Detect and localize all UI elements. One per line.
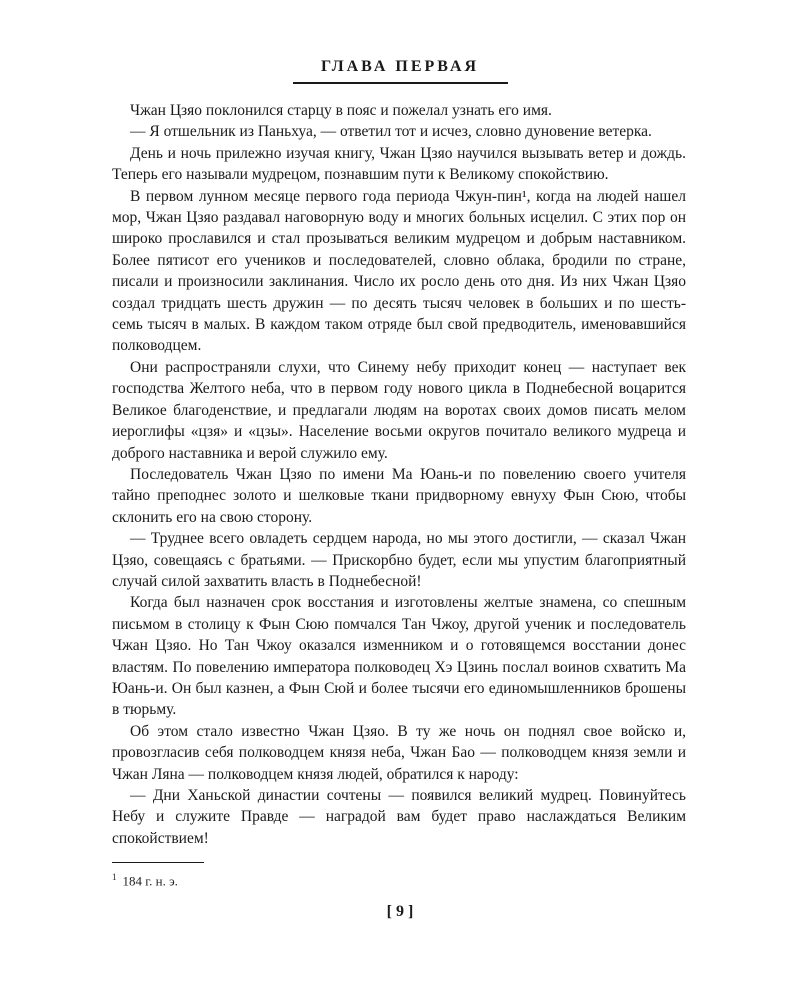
paragraph: — Дни Ханьской династии сочтены — появился великий мудрец. Повинуйтесь Небу и служите Правде — наградой вам будет право наслаждаться Великим спокойствием! <box>112 787 686 847</box>
paragraph: Они распространяли слухи, что Синему небу приходит конец — наступает век господства Желтого неба, что в первом году нового цикла в Поднебесной воцарится Великое благоденствие, и предлагали людям на воротах своих домов писать мелом иероглифы «цзя» и «цзы». Население восьми округов почитало великого мудреца и доброго наставника и верой служило ему. <box>112 358 686 462</box>
chapter-title: ГЛАВА ПЕРВАЯ <box>320 58 480 75</box>
paragraph: Чжан Цзяо поклонился старцу в пояс и пожелал узнать его имя. <box>130 102 552 119</box>
footnote-text: 184 г. н. э. <box>122 873 178 889</box>
paragraph: День и ночь прилежно изучая книгу, Чжан Цзяо научился вызывать ветер и дождь. Теперь его называли мудрецом, познавшим пути к Великому спокойствию. <box>112 144 686 184</box>
paragraph: Когда был назначен срок восстания и изготовлены желтые знамена, со спешным письмом в столицу к Фын Сюю помчался Тан Чжоу, другой ученик и последователь Чжан Цзяо. Но Тан Чжоу оказался изменником и о готовящемся восстании донес властям. По повелению императора полководец Хэ Цзинь послал воинов схватить Ма Юань-и. Он был казнен, а Фын Сюй и более тысячи его единомышленников брошены в тюрьму. <box>112 594 686 719</box>
header-divider <box>293 82 508 84</box>
page-number: [ 9 ] <box>386 903 414 920</box>
footnote <box>112 872 178 889</box>
paragraph: В первом лунном месяце первого года периода Чжун-пин¹, когда на людей нашел мор, Чжан Цзяо раздавал наговорную воду и многих больных исцелил. С этих пор он широко прославился и стал прозываться великим мудрецом и добрым наставником. Более пятисот его учеников и последователей, словно облака, бродили по стране, писали и произносили заклинания. Число их росло день ото дня. Из них Чжан Цзяо создал тридцать шесть дружин — по десять тысяч человек в больших и по шесть-семь тысяч в малых. В каждом таком отряде был свой предводитель, именовавшийся полководцем. <box>112 187 686 355</box>
paragraph: Об этом стало известно Чжан Цзяо. В ту же ночь он поднял свое войско и, провозгласив себя полководцем князя неба, Чжан Бао — полководцем князя земли и Чжан Ляна — полководцем князя людей, обратился к народу: <box>112 722 686 783</box>
paragraph: — Я отшельник из Паньхуа, — ответил тот и исчез, словно дуновение ветерка. <box>130 123 652 141</box>
footnote-divider <box>112 862 204 863</box>
paragraph: — Труднее всего овладеть сердцем народа, но мы этого достигли, — сказал Чжан Цзяо, совещаясь с братьями. — Прискорбно будет, если мы упустим благоприятный случай силой захватить власть в Поднебесной! <box>112 530 686 590</box>
main-text <box>112 100 686 849</box>
footnote-marker: 1 <box>112 872 117 882</box>
paragraph: Последователь Чжан Цзяо по имени Ма Юань-и по повелению своего учителя тайно преподнес золото и шелковые ткани придворному евнуху Фын Сюю, чтобы склонить его на свою сторону. <box>112 465 686 526</box>
